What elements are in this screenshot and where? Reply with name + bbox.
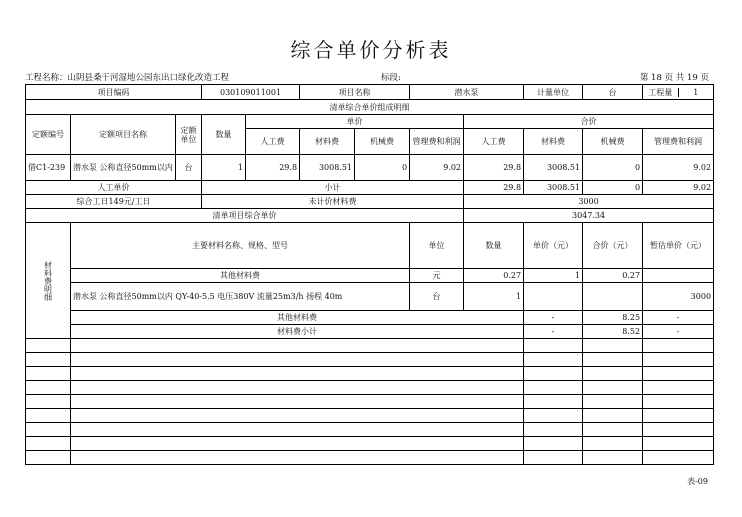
- price-analysis-table: [25, 84, 714, 465]
- col-mgmt-total: 管理费和利润: [643, 129, 714, 155]
- empty-row: [26, 381, 714, 395]
- material-h-est-unit: 暂估单价（元）: [643, 223, 714, 269]
- quota-total-labor: 29.8: [464, 155, 524, 181]
- col-quota-no: 定额编号: [26, 115, 71, 155]
- empty-row: [26, 451, 714, 465]
- composite-label: 清单项目综合单价: [26, 209, 464, 223]
- material-h-unit: 单位: [410, 223, 464, 269]
- empty-row: [26, 395, 714, 409]
- unit-value: 台: [583, 85, 643, 100]
- quota-material: 3008.51: [300, 155, 355, 181]
- material-qty: 0.27: [464, 269, 524, 283]
- col-quota-unit: 定额单位: [176, 115, 202, 155]
- material-subtotal-total: 8.52: [583, 325, 643, 339]
- material-side-text: 材料费明细: [43, 260, 53, 301]
- other-material-total: 8.25: [583, 311, 643, 325]
- material-h-total: 合价（元）: [583, 223, 643, 269]
- other-material-row: [26, 311, 714, 325]
- quota-name: 潜水泵 公称直径50mm以内: [71, 155, 176, 181]
- quota-machine: 0: [355, 155, 410, 181]
- material-price: 1: [524, 269, 583, 283]
- subtotal-label: 小计: [202, 181, 464, 195]
- col-material: 材料费: [300, 129, 355, 155]
- empty-row: [26, 423, 714, 437]
- code-label: 项目编码: [26, 85, 202, 100]
- material-unit: 元: [410, 269, 464, 283]
- material-subtotal-est-price: -: [643, 325, 714, 339]
- project-name: 山阴县桑干河湿地公园东出口绿化改造工程: [67, 73, 230, 83]
- col-labor-total: 人工费: [464, 129, 524, 155]
- qty-cell: [643, 85, 714, 100]
- workday-label: 综合工日149元/工日: [26, 195, 202, 209]
- material-row: [26, 269, 714, 283]
- composite-value: 3047.34: [464, 209, 714, 223]
- material-subtotal-price: -: [524, 325, 583, 339]
- subtotal-machine: 0: [583, 181, 643, 195]
- material-name: 其他材料费: [71, 269, 410, 283]
- material-qty: 1: [464, 283, 524, 311]
- other-material-est-price: -: [643, 311, 714, 325]
- material-header-row: [26, 223, 714, 269]
- material-unit: 台: [410, 283, 464, 311]
- col-mgmt: 管理费和利润: [410, 129, 464, 155]
- quota-total-machine: 0: [583, 155, 643, 181]
- form-code: 表-09: [687, 477, 708, 486]
- bid-section-label: 标段:: [381, 73, 401, 83]
- material-row: [26, 283, 714, 311]
- other-material-label: 其他材料费: [71, 311, 524, 325]
- col-qty: 数量: [202, 115, 246, 155]
- quota-total-mgmt: 9.02: [643, 155, 714, 181]
- project-header-row: [26, 85, 714, 100]
- quota-qty: 1: [202, 155, 246, 181]
- project-label: 工程名称：: [25, 73, 68, 83]
- unpriced-value: 3000: [464, 195, 714, 209]
- empty-row: [26, 437, 714, 451]
- composition-title: 清单综合单价组成明细: [26, 100, 714, 115]
- unit-label: 计量单位: [524, 85, 583, 100]
- material-price: [524, 283, 583, 311]
- material-h-qty: 数量: [464, 223, 524, 269]
- material-total: [583, 283, 643, 311]
- material-subtotal-row: [26, 325, 714, 339]
- col-machine-total: 机械费: [583, 129, 643, 155]
- material-h-unit-price: 单价（元）: [524, 223, 583, 269]
- qty-label: 工程量: [643, 88, 679, 97]
- subtotal-labor: 29.8: [464, 181, 524, 195]
- quota-no: 借C1-239: [26, 155, 71, 181]
- material-est-price: 3000: [643, 283, 714, 311]
- other-material-price: -: [524, 311, 583, 325]
- code-value: 030109011001: [202, 85, 300, 100]
- empty-row: [26, 353, 714, 367]
- empty-row: [26, 409, 714, 423]
- unpriced-row: [26, 195, 714, 209]
- col-material-total: 材料费: [524, 129, 583, 155]
- material-name: 潜水泵 公称直径50mm以内 QY-40-5.5 电压380V 流量25m3/h 扬程 40m: [71, 283, 410, 311]
- subtotal-mgmt: 9.02: [643, 181, 714, 195]
- name-value: 潜水泵: [410, 85, 524, 100]
- empty-row: [26, 367, 714, 381]
- page-info: 第 18 页 共 19 页: [639, 73, 709, 83]
- composite-row: [26, 209, 714, 223]
- quota-total-material: 3008.51: [524, 155, 583, 181]
- quota-mgmt: 9.02: [410, 155, 464, 181]
- material-subtotal-label: 材料费小计: [71, 325, 524, 339]
- qty-value: 1: [693, 87, 699, 97]
- material-side-label: [26, 223, 71, 339]
- unpriced-label: 未计价材料费: [202, 195, 464, 209]
- col-labor: 人工费: [246, 129, 300, 155]
- material-total: 0.27: [583, 269, 643, 283]
- project-info: [25, 71, 229, 83]
- labor-unit-price-label: 人工单价: [26, 181, 202, 195]
- quota-unit: 台: [176, 155, 202, 181]
- quota-row: [26, 155, 714, 181]
- col-total-price: 合价: [464, 115, 714, 129]
- col-unit-price: 单价: [246, 115, 464, 129]
- name-label: 项目名称: [300, 85, 410, 100]
- material-est-price: [643, 269, 714, 283]
- col-quota-name: 定额项目名称: [71, 115, 176, 155]
- material-h-name: 主要材料名称、规格、型号: [71, 223, 410, 269]
- subtotal-material: 3008.51: [524, 181, 583, 195]
- col-machine: 机械费: [355, 129, 410, 155]
- quota-labor: 29.8: [246, 155, 300, 181]
- empty-row: [26, 339, 714, 353]
- page-title: 综合单价分析表: [290, 38, 452, 62]
- subtotal-row: [26, 181, 714, 195]
